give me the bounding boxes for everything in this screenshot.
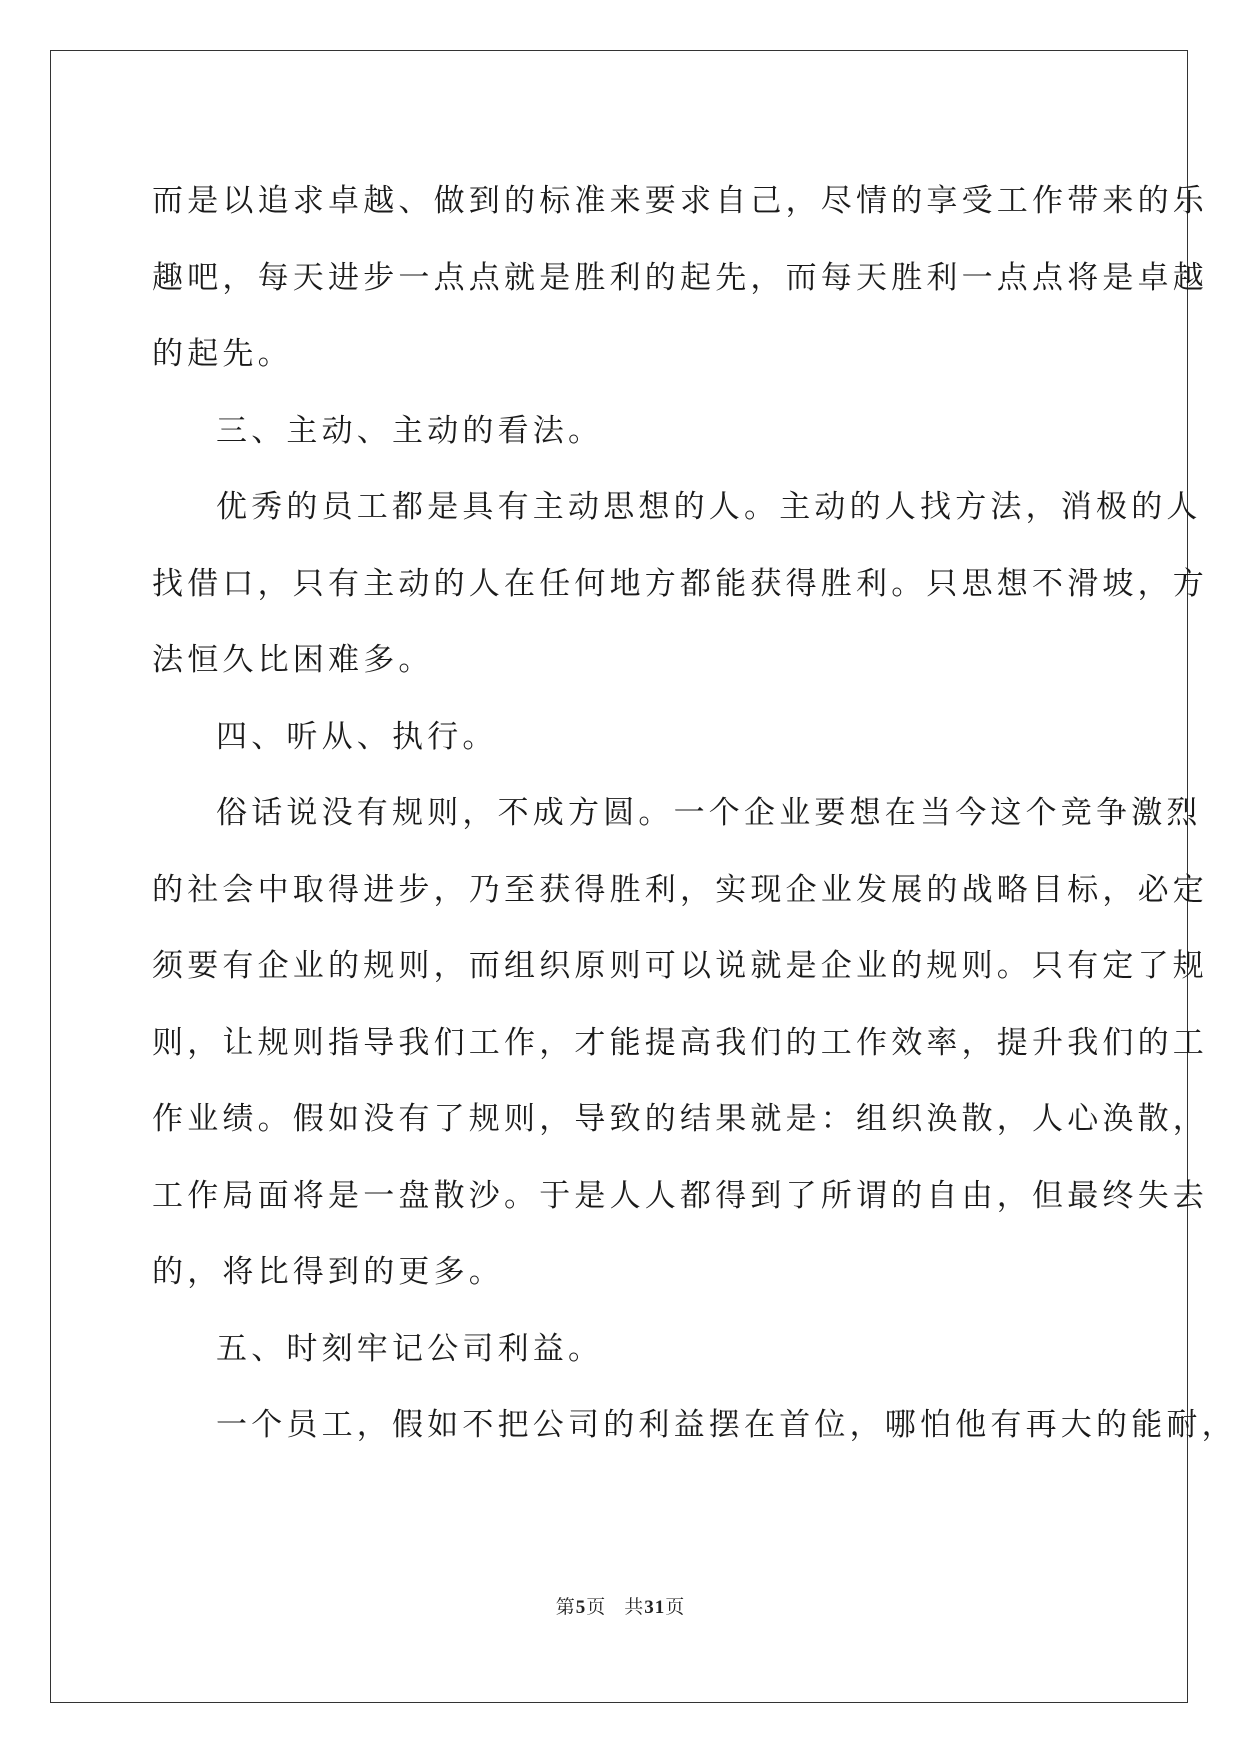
footer-total-suffix: 页 [665,1596,686,1618]
text-line: 的社会中取得进步，乃至获得胜利，实现企业发展的战略目标，必定 [152,871,1208,908]
footer-prefix: 第 [555,1596,576,1618]
text-line: 则，让规则指导我们工作，才能提高我们的工作效率，提升我们的工 [152,1024,1208,1061]
text-line: 而是以追求卓越、做到的标准来要求自己，尽情的享受工作带来的乐 [152,183,1208,219]
page-footer [0,1592,1241,1619]
document-body [152,163,1237,1464]
text-line: 找借口，只有主动的人在任何地方都能获得胜利。只思想不滑坡，方 [152,565,1208,602]
text-line: 的，将比得到的更多。 [152,1254,504,1290]
text-line: 须要有企业的规则，而组织原则可以说就是企业的规则。只有定了规 [152,948,1208,984]
text-line: 的起先。 [152,336,293,372]
text-line: 优秀的员工都是具有主动思想的人。主动的人找方法，消极的人 [216,489,1202,525]
current-page-number: 5 [575,1597,587,1618]
text-line: 趣吧，每天进步一点点就是胜利的起先，而每天胜利一点点将是卓越 [152,259,1208,296]
section-heading: 四、听从、执行。 [216,718,498,755]
text-line: 俗话说没有规则，不成方圆。一个企业要想在当今这个竞争激烈 [216,795,1202,831]
text-line: 一个员工，假如不把公司的利益摆在首位，哪怕他有再大的能耐， [216,1407,1237,1443]
footer-page-word: 页 [586,1596,607,1618]
total-page-count: 31 [644,1597,666,1618]
footer-total-prefix: 共 [624,1596,645,1618]
text-line: 工作局面将是一盘散沙。于是人人都得到了所谓的自由，但最终失去 [152,1177,1208,1214]
section-heading: 三、主动、主动的看法。 [216,412,604,449]
text-line: 法恒久比困难多。 [152,642,434,678]
text-line: 作业绩。假如没有了规则，导致的结果就是：组织涣散，人心涣散， [152,1101,1208,1137]
section-heading: 五、时刻牢记公司利益。 [216,1330,604,1367]
